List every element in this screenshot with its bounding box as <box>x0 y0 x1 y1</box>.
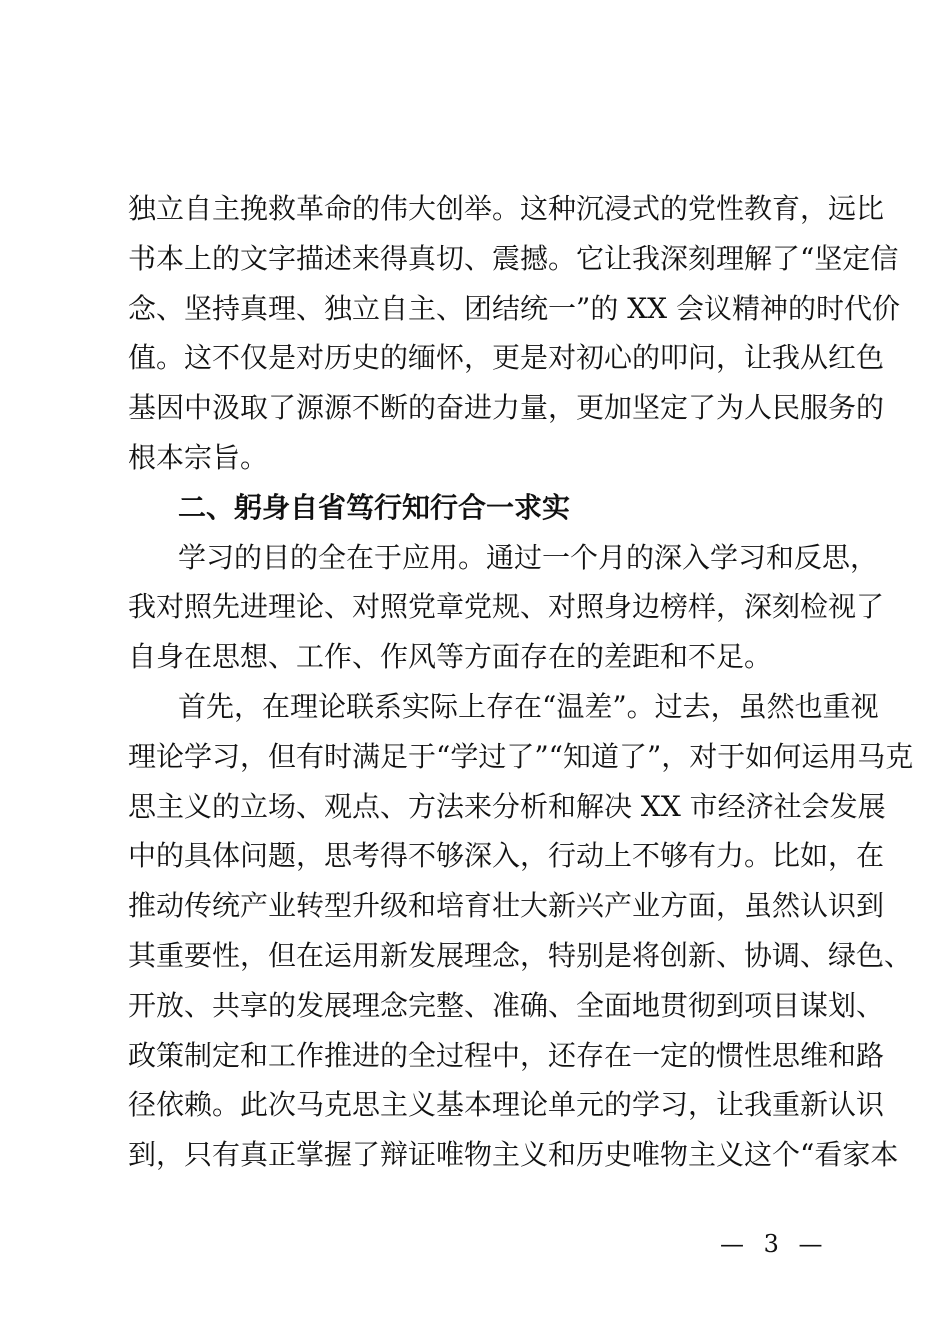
text-line: 中的具体问题，思考得不够深入，行动上不够有力。比如，在 <box>128 839 885 873</box>
text-line: 其重要性，但在运用新发展理念，特别是将创新、协调、绿色、 <box>128 938 913 972</box>
text-line: 推动传统产业转型升级和培育壮大新兴产业方面，虽然认识到 <box>128 889 885 923</box>
text-line: 念、坚持真理、独立自主、团结统一”的 XX 会议精神的时代价 <box>128 291 900 325</box>
text-line: 政策制定和工作推进的全过程中，还存在一定的惯性思维和路 <box>128 1038 885 1072</box>
text-line: 书本上的文字描述来得真切、震撼。它让我深刻理解了“坚定信 <box>128 241 899 275</box>
text-line: 根本宗旨。 <box>128 440 269 474</box>
text-line: 学习的目的全在于应用。通过一个月的深入学习和反思， <box>178 540 879 574</box>
text-line: 二、躬身自省笃行知行合一求实 <box>178 490 571 524</box>
text-line: 独立自主挽救革命的伟大创举。这种沉浸式的党性教育，远比 <box>128 192 885 225</box>
paragraph <box>128 533 885 682</box>
text-line: 思主义的立场、观点、方法来分析和解决 XX 市经济社会发展 <box>128 789 886 823</box>
text-line: 开放、共享的发展理念完整、准确、全面地贯彻到项目谋划、 <box>128 988 885 1022</box>
text-line: 理论学习，但有时满足于“学过了”“知道了”，对于如何运用马克 <box>128 739 914 773</box>
text-line: 到，只有真正掌握了辩证唯物主义和历史唯物主义这个“看家本 <box>128 1138 899 1172</box>
text-line: 径依赖。此次马克思主义基本理论单元的学习，让我重新认识 <box>128 1088 885 1122</box>
section-heading <box>128 483 831 533</box>
paragraph <box>128 682 914 1180</box>
document-body <box>128 184 914 1180</box>
text-line: 基因中汲取了源源不断的奋进力量，更加坚定了为人民服务的 <box>128 391 885 425</box>
paragraph <box>128 184 900 483</box>
text-line: 首先，在理论联系实际上存在“温差”。过去，虽然也重视 <box>178 689 879 723</box>
text-line: 自身在思想、工作、作风等方面存在的差距和不足。 <box>128 640 773 674</box>
text-line: 值。这不仅是对历史的缅怀，更是对初心的叩问，让我从红色 <box>128 341 885 375</box>
text-line: 我对照先进理论、对照党章党规、对照身边榜样，深刻检视了 <box>128 590 885 624</box>
page-number: — 3 — <box>720 1230 829 1258</box>
